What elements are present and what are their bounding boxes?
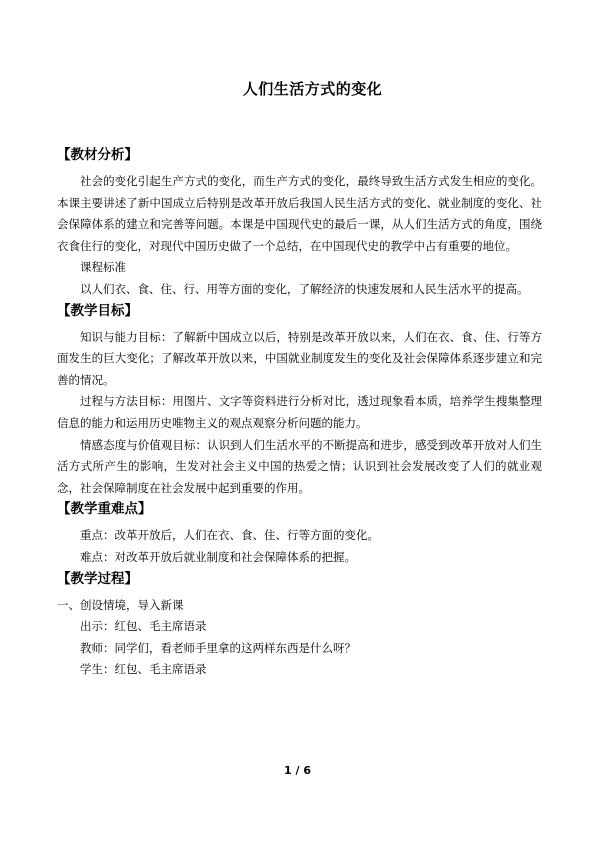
section-heading: 【教学重难点】 [57,501,152,518]
document-title: 人们生活方式的变化 [242,80,383,98]
section-analysis [57,145,542,301]
paragraph: 课程标准 [80,260,126,275]
paragraph: 难点：对改革开放后就业制度和社会保障体系的把握。 [80,549,356,564]
paragraph: 过程与方法目标：用图片、文字等资料进行分析对比，透过现象看本质，培养学生搜集整理信息的能力和运用历史唯物主义的观点观察分析问题的能力。 [57,394,542,430]
document-body [57,145,542,681]
section-heading: 【教学过程】 [57,570,138,587]
paragraph: 一、创设情境，导入新课 [57,597,184,612]
paragraph: 知识与能力目标：了解新中国成立以后，特别是改革开放以来，人们在衣、食、住、行等方面发生的巨大变化；了解改革开放以来，中国就业制度发生的变化及社会保障体系逐步建立和完善的情况。 [57,329,542,387]
paragraph: 出示：红包、毛主席语录 [80,619,207,634]
section-heading: 【教材分析】 [57,147,138,163]
paragraph: 学生：红包、毛主席语录 [80,662,207,677]
paragraph: 社会的变化引起生产方式的变化，而生产方式的变化，最终导致生活方式发生相应的变化。本课主要讲述了新中国成立后特别是改革开放后我国人民生活方式的变化、就业制度的变化、社会保障体系的建立和完善等问题。本课是中国现代史的最后一课，从人们生活方式的角度，围绕衣食住行的变化，对现代中国历史做了一个总结，在中国现代史的教学中占有重要的地位。 [57,174,542,253]
section-goals [57,301,542,500]
paragraph: 情感态度与价值观目标：认识到人们生活水平的不断提高和进步，感受到改革开放对人们生活方式所产生的影响，生发对社会主义中国的热爱之情；认识到社会发展改变了人们的就业观念，社会保障制度在社会发展中起到重要的作用。 [57,437,542,495]
page-number: 1 / 6 [284,764,311,777]
paragraph: 重点：改革开放后，人们在衣、食、住、行等方面的变化。 [80,528,379,543]
section-process [57,569,542,681]
section-heading: 【教学目标】 [57,302,138,319]
paragraph: 以人们衣、食、住、行、用等方面的变化，了解经济的快速发展和人民生活水平的提高。 [80,281,529,296]
section-keypoints [57,499,542,568]
paragraph: 教师：同学们，看老师手里拿的这两样东西是什么呀？ [80,640,356,655]
